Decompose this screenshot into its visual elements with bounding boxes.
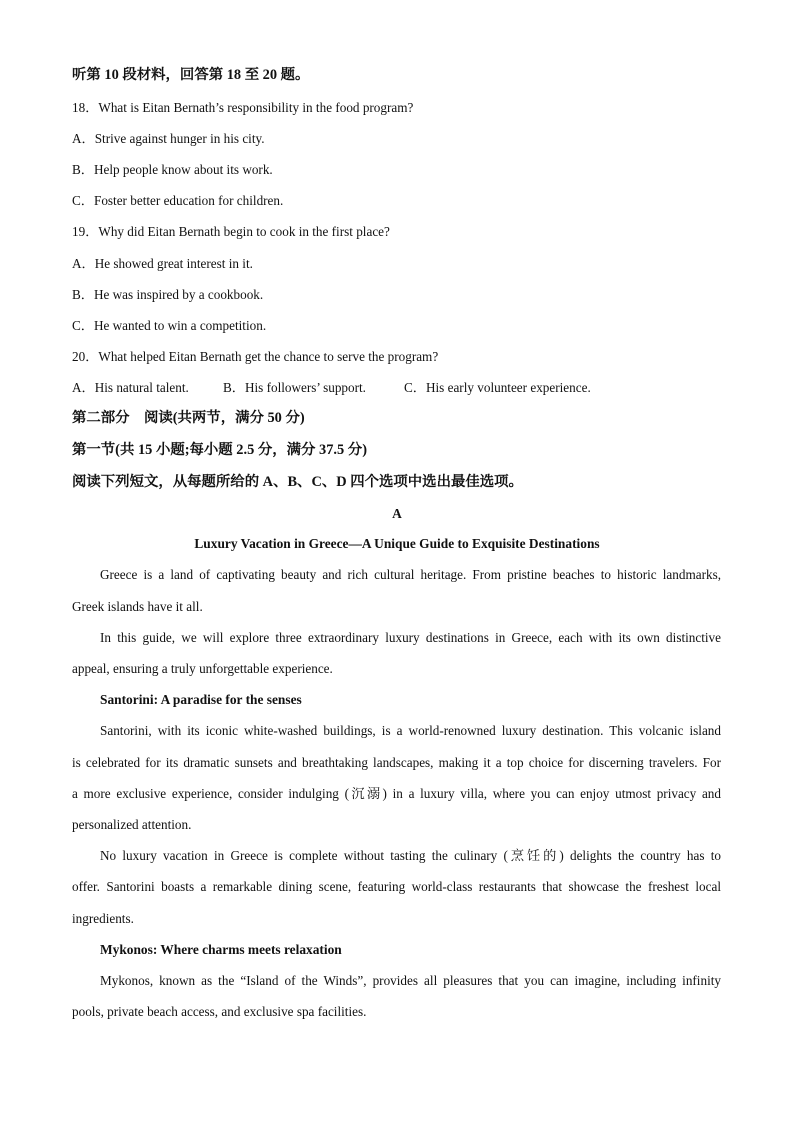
subheading-santorini: Santorini: A paradise for the senses bbox=[100, 692, 302, 707]
part-heading: 第二部分 阅读(共两节，满分 50 分) bbox=[72, 410, 305, 426]
option-18-c: C．Foster better education for children. bbox=[72, 193, 284, 208]
passage-line: Greek islands have it all. bbox=[72, 599, 203, 614]
passage-line: appeal, ensuring a truly unforgettable experience. bbox=[72, 661, 333, 676]
passage-line: offer. Santorini boasts a remarkable dining scene, featuring world-class restaurants that showcase the freshest local bbox=[72, 879, 721, 894]
passage-line: In this guide, we will explore three extraordinary luxury destinations in Greece, each with its own distinctive bbox=[100, 630, 721, 645]
option-18-a: A．Strive against hunger in his city. bbox=[72, 131, 265, 146]
question-number: 18． bbox=[72, 100, 99, 115]
question-18 bbox=[72, 99, 413, 117]
passage-line: ingredients. bbox=[72, 911, 134, 926]
passage-line: is celebrated for its dramatic sunsets and breathtaking landscapes, making it a top choice for discerning travelers. For bbox=[72, 755, 721, 770]
options-20 bbox=[72, 379, 591, 397]
reading-instruction: 阅读下列短文，从每题所给的 A、B、C、D 四个选项中选出最佳选项。 bbox=[72, 474, 523, 490]
question-number: 19． bbox=[72, 224, 99, 239]
passage-line: a more exclusive experience, consider indulging (沉溺) in a luxury villa, where you can enjoy utmost privacy and bbox=[72, 786, 721, 801]
passage-line: Mykonos, known as the “Island of the Winds”, provides all pleasures that you can imagine, including infinity bbox=[100, 973, 721, 988]
section-heading: 第一节(共 15 小题;每小题 2.5 分，满分 37.5 分) bbox=[72, 442, 367, 458]
passage-letter: A bbox=[392, 506, 402, 521]
option-18-b: B．Help people know about its work. bbox=[72, 162, 273, 177]
question-number: 20． bbox=[72, 349, 99, 364]
passage-line: pools, private beach access, and exclusive spa facilities. bbox=[72, 1004, 367, 1019]
option-20-b: B．His followers’ support. bbox=[223, 380, 366, 395]
passage-line: Greece is a land of captivating beauty and rich cultural heritage. From pristine beaches to historic landmarks, bbox=[100, 567, 721, 582]
passage-line: personalized attention. bbox=[72, 817, 192, 832]
option-20-c: C．His early volunteer experience. bbox=[404, 380, 591, 395]
listening-section-intro: 听第 10 段材料，回答第 18 至 20 题。 bbox=[72, 67, 310, 83]
passage-line: Santorini, with its iconic white-washed buildings, is a world-renowned luxury destination. This volcanic island bbox=[100, 723, 721, 738]
passage-title: Luxury Vacation in Greece—A Unique Guide to Exquisite Destinations bbox=[194, 536, 600, 551]
question-stem: What is Eitan Bernath’s responsibility in the food program? bbox=[98, 100, 414, 115]
option-20-a: A．His natural talent. bbox=[72, 380, 189, 395]
question-stem: Why did Eitan Bernath begin to cook in the first place? bbox=[98, 224, 390, 239]
passage-line: No luxury vacation in Greece is complete without tasting the culinary (烹饪的) delights the country has to bbox=[100, 848, 721, 863]
question-19 bbox=[72, 223, 390, 241]
question-20 bbox=[72, 348, 438, 366]
option-19-b: B．He was inspired by a cookbook. bbox=[72, 287, 264, 302]
subheading-mykonos: Mykonos: Where charms meets relaxation bbox=[100, 942, 342, 957]
question-stem: What helped Eitan Bernath get the chance to serve the program? bbox=[98, 349, 439, 364]
option-19-a: A．He showed great interest in it. bbox=[72, 256, 253, 271]
option-19-c: C．He wanted to win a competition. bbox=[72, 318, 267, 333]
